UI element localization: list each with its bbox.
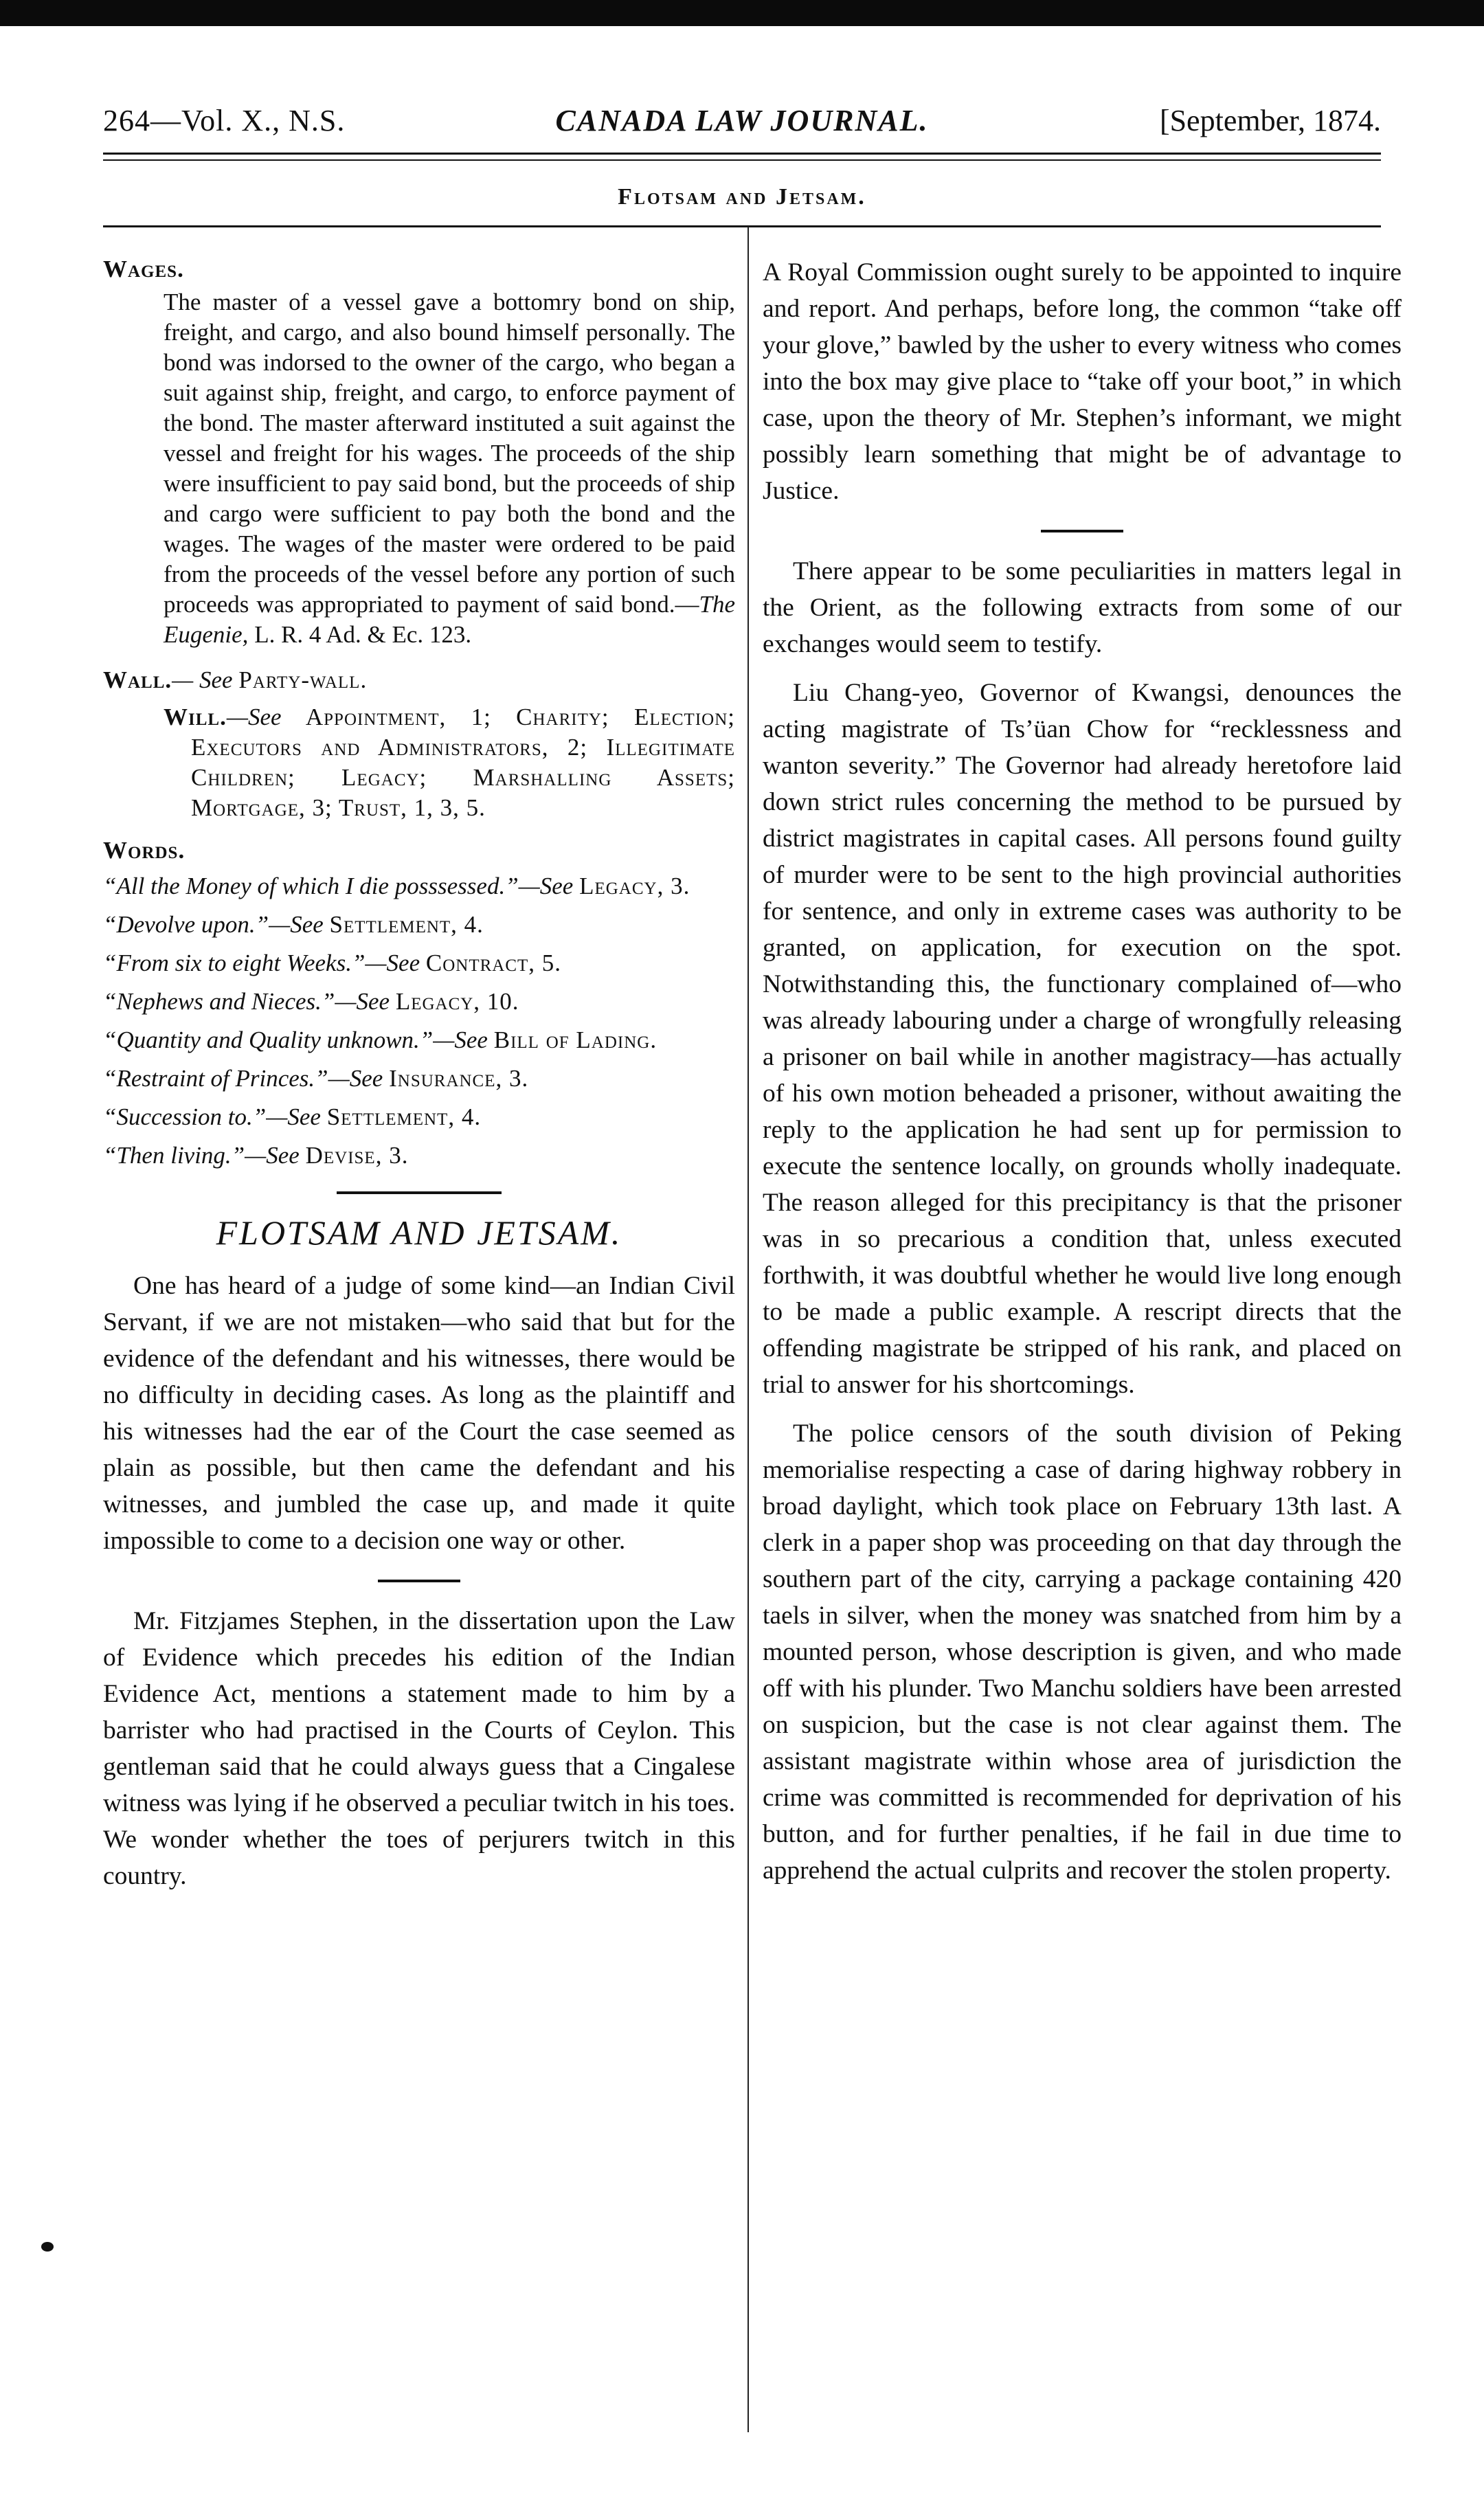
digest-section [103,254,735,1171]
article-paragraph-3: A Royal Commission ought surely to be appointed to inquire and report. And perhaps, before long, the common “take off your glove,” bawled by the usher to every witness who comes into the box may give place to “take off your boot,” in which case, upon the theory of Mr. Stephen’s informant, we might possibly learn something that might be of advantage to Justice. [763,258,1402,505]
article-paragraph-1: One has heard of a judge of some kind—an Indian Civil Servant, if we are not mistaken—who said that but for the evidence of the defendant and his witnesses, there would be no difficulty in deciding cases. As long as the plaintiff and his witnesses had the ear of the Court the case seemed as plain as possible, but then came the defendant and his witnesses, and jumbled the case up, and made it quite impossible to come to a decision one way or other. [103,1272,735,1555]
page-number-volume: 264—Vol. X., N.S. [103,104,346,137]
words-entry [103,1064,735,1094]
will-heading: Will. [164,704,227,730]
words-phrase: “Quantity and Quality unknown.” [103,1026,434,1053]
words-see: —See [245,1142,306,1169]
will-refs: Appointment, 1; Charity; Election; Executors and Administrators, 2; Illegitimate Children; Legacy; Marshalling Assets; Mortgage, 3; Trust, 1, 3, 5. [191,704,735,821]
words-see: —See [266,1103,327,1130]
words-phrase: “From six to eight Weeks.” [103,950,366,976]
wages-citation: L. R. 4 Ad. & Ec. 123. [248,621,472,648]
words-ref: Settlement, 4. [326,1103,482,1130]
words-phrase: “All the Money of which I die posssessed.” [103,873,519,899]
words-phrase: “Then living.” [103,1142,245,1169]
article-paragraph-6: The police censors of the south division of Peking memorialise respecting a case of daring highway robbery in broad daylight, which took place on February 13th last. A clerk in a paper shop was proceeding on that day through the southern part of the city, carrying a package containing 420 taels in silver, when the money was snatched from him by a mounted person, whose description is given, and who made off with his plunder. Two Manchu soldiers have been arrested on suspicion, but the case is not clear against them. The assistant magistrate within whose area of jurisdiction the crime was committed is recommended for deprivation of his button, and for further penalties, if he fail in due time to apprehend the actual culprits and recover the stolen property. [763,1419,1402,1885]
wages-text: The master of a vessel gave a bottomry bond on ship, freight, and cargo, and also bound himself personally. The bond was indorsed to the owner of the cargo, who began a suit against ship, freight, and cargo, to enforce payment of the bond. The master afterward instituted a suit against the vessel and freight for his wages. The proceeds of the ship were insufficient to pay said bond, but the proceeds of ship and cargo were sufficient to pay both the bond and the wages. The wages of the master were ordered to be paid from the proceeds of the vessel before any portion of such proceeds was appropriated to payment of said bond.— [164,289,735,618]
column-separator [747,227,749,2432]
margin-ink-mark [41,2242,54,2252]
words-entry [103,910,735,940]
issue-date: [September, 1874. [1159,104,1381,137]
words-phrase: “Restraint of Princes.” [103,1065,328,1092]
wall-see: — See [172,666,239,693]
words-phrase: “Succession to.” [103,1103,267,1130]
words-phrase: “Nephews and Nieces.” [103,988,335,1015]
journal-title: CANADA LAW JOURNAL. [555,104,929,137]
right-column [763,254,1402,1901]
words-see: —See [365,950,426,976]
words-see: —See [518,873,580,899]
words-entry [103,1141,735,1171]
wall-entry [103,665,735,695]
header-rule-bottom [103,159,1381,161]
words-entry [103,1025,735,1055]
will-see: —See [226,704,306,730]
words-see: —See [335,988,396,1015]
article-paragraph-2: Mr. Fitzjames Stephen, in the dissertation upon the Law of Evidence which precedes his edition of the Indian Evidence Act, mentions a statement made to him by a barrister who had practised in the Courts of Ceylon. This gentleman said that he could always guess that a Cingalese witness was lying if he observed a peculiar twitch in his toes. We wonder whether the toes of perjurers twitch in this country. [103,1607,735,1890]
words-entry [103,871,735,901]
words-ref: Bill of Lading. [493,1026,657,1053]
words-ref: Contract, 5. [425,950,562,976]
article-paragraph-4: There appear to be some peculiarities in matters legal in the Orient, as the following extracts from some of our exchanges would seem to testify. [763,557,1402,658]
scan-top-edge [0,0,1484,26]
words-ref: Legacy, 10. [395,988,519,1015]
words-entry [103,948,735,978]
section-rule [103,225,1381,227]
words-ref: Legacy, 3. [579,873,690,899]
article-title: FLOTSAM AND JETSAM. [216,1213,622,1252]
wages-case-name: The Eugenie, [164,591,735,648]
words-entry [103,1102,735,1132]
words-ref: Insurance, 3. [389,1065,529,1092]
wages-entry [164,287,735,650]
words-see: —See [269,911,330,938]
words-see: —See [328,1065,390,1092]
wages-heading: Wages. [103,256,184,282]
will-entry [164,702,735,823]
page-header [103,103,1381,144]
words-list [103,871,735,1171]
words-phrase: “Devolve upon.” [103,911,269,938]
words-ref: Settlement, 4. [329,911,484,938]
wall-ref: Party-wall. [238,666,368,693]
paragraph-divider [1041,530,1123,532]
running-section-head: Flotsam and Jetsam. [618,184,866,210]
section-divider [337,1191,502,1194]
paragraph-divider [378,1580,460,1582]
wall-heading: Wall. [103,666,172,693]
article-paragraph-5: Liu Chang-yeo, Governor of Kwangsi, denounces the acting magistrate of Ts’üan Chow for “recklessness and wanton severity.” The Governor had already heretofore laid down strict rules concerning the method to be pursued by district magistrates in capital cases. All persons found guilty of murder were to be sent to the high provincial authorities for sentence, and only in extreme cases was authority to be granted, on application, for execution on the spot. Notwithstanding this, the functionary complained of—who was already labouring under a charge of wrongfully releasing a prisoner on bail while in another magistracy—has actually of his own motion beheaded a prisoner, without awaiting the reply to the application he had sent up for permission to execute the sentence locally, on grounds wholly inadequate. The reason alleged for this precipitancy is that the prisoner was in so precarious a condition that, unless executed forthwith, it was doubtful whether he would live long enough to be made a public example. A rescript directs that the offending magistrate be stripped of his rank, and placed on trial to answer for his shortcomings. [763,679,1402,1399]
words-ref: Devise, 3. [305,1142,409,1169]
header-rule-top [103,153,1381,155]
words-see: —See [433,1026,494,1053]
words-entry [103,987,735,1017]
left-column [103,254,735,1907]
words-heading: Words. [103,837,186,864]
